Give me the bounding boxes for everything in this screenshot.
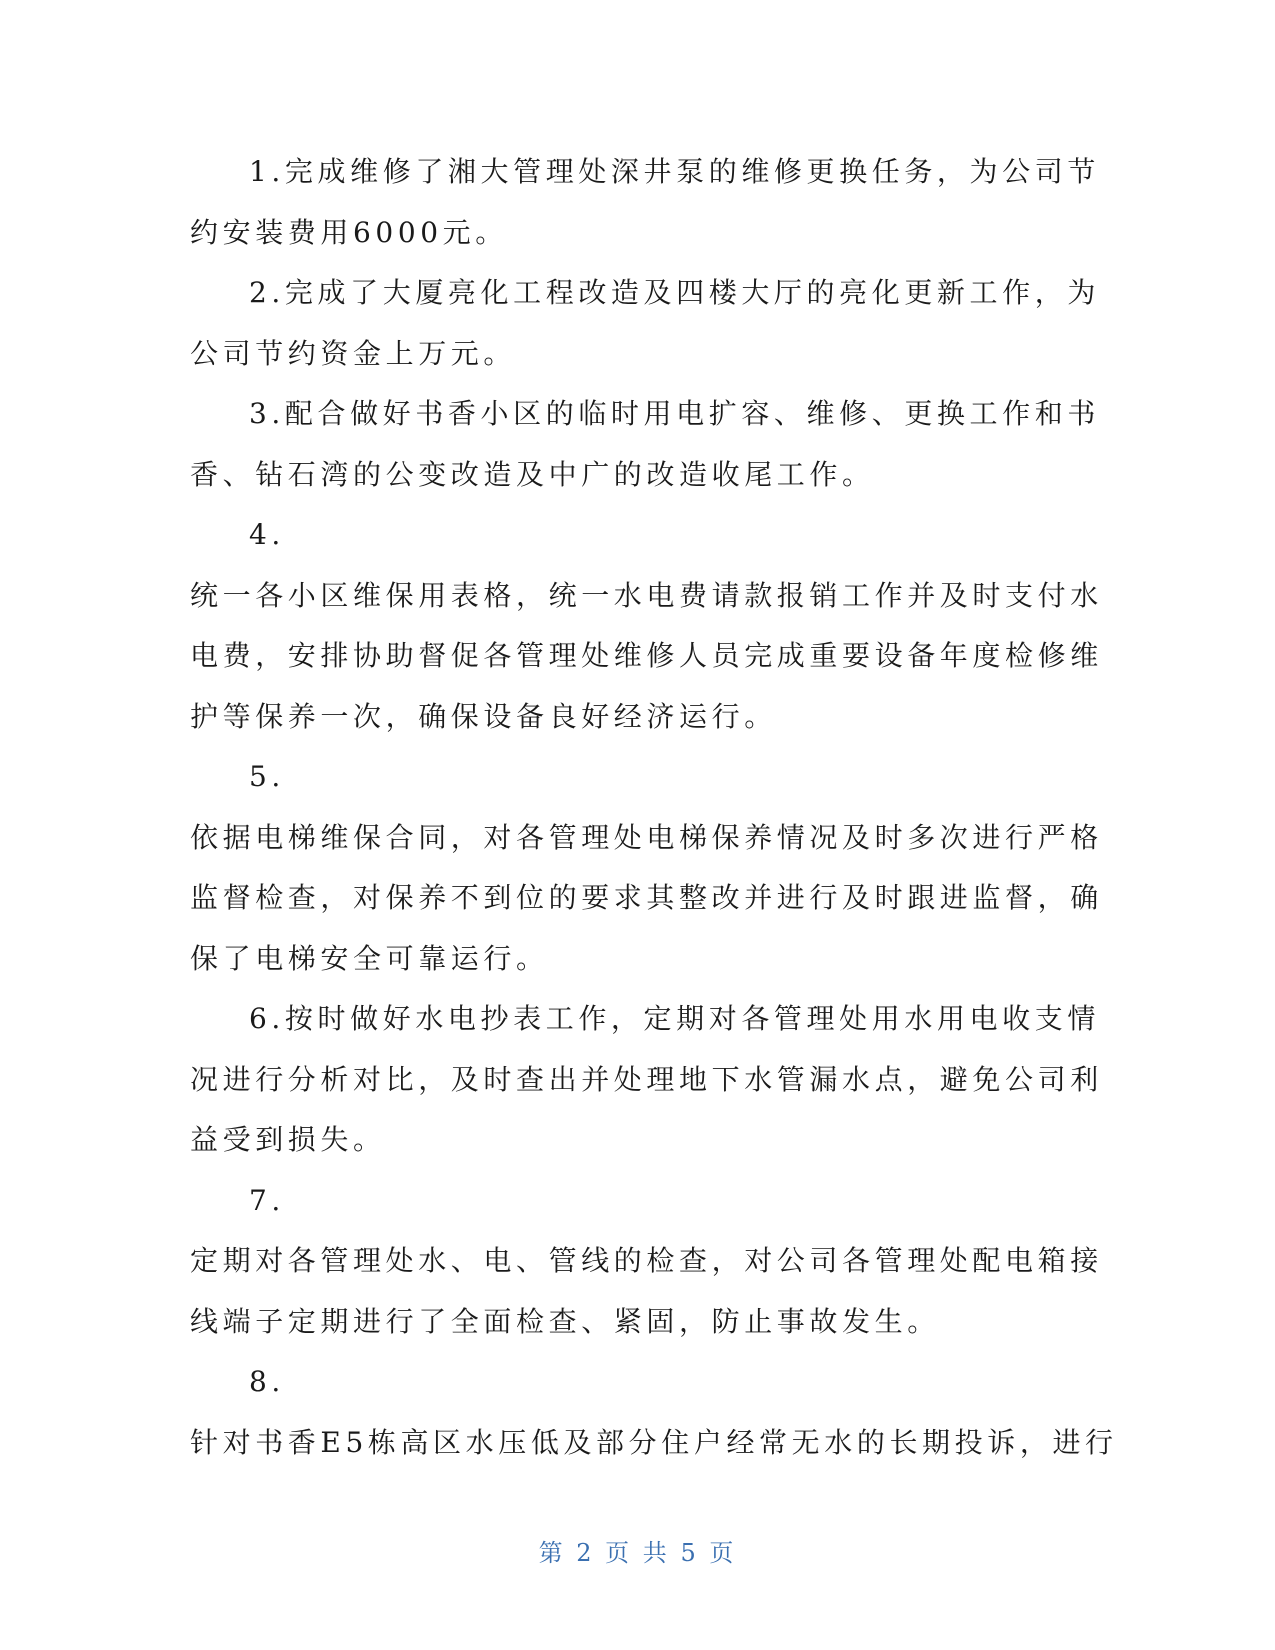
text-line: 香、钻石湾的公变改造及中广的改造收尾工作。: [190, 457, 875, 491]
paragraph-2: [190, 263, 1100, 384]
text-line: 护等保养一次，确保设备良好经济运行。: [190, 699, 777, 733]
text-line: 监督检查，对保养不到位的要求其整改并进行及时跟进监督，确: [190, 881, 1103, 914]
text-line: 1.完成维修了湘大管理处深井泵的维修更换任务，为公司节: [249, 155, 1100, 188]
text-line: 况进行分析对比，及时查出并处理地下水管漏水点，避免公司利: [190, 1062, 1103, 1096]
list-number: 4.: [249, 518, 285, 551]
paragraph-3: [190, 384, 1100, 505]
paragraph-6: [190, 989, 1103, 1171]
text-line: 电费，安排协助督促各管理处维修人员完成重要设备年度检修维: [190, 639, 1103, 672]
paragraph-4: [190, 505, 1103, 747]
list-number: 7.: [249, 1183, 285, 1217]
text-line: 公司节约资金上万元。: [190, 336, 517, 370]
page-number-footer: 第 2 页 共 5 页: [538, 1539, 737, 1567]
document-body: [190, 142, 1118, 1473]
text-line: 约安装费用6000元。: [190, 215, 508, 249]
paragraph-1: [190, 142, 1100, 263]
text-line: 6.按时做好水电抄表工作，定期对各管理处用水用电收支情: [249, 1002, 1100, 1035]
list-number: 8.: [249, 1365, 285, 1398]
text-line: 保了电梯安全可靠运行。: [190, 941, 549, 975]
text-line: 依据电梯维保合同，对各管理处电梯保养情况及时多次进行严格: [190, 820, 1103, 854]
text-line: 3.配合做好书香小区的临时用电扩容、维修、更换工作和书: [249, 397, 1100, 430]
text-line: 定期对各管理处水、电、管线的检查，对公司各管理处配电箱接: [190, 1244, 1103, 1277]
text-line: 统一各小区维保用表格，统一水电费请款报销工作并及时支付水: [190, 578, 1103, 612]
paragraph-7: [190, 1171, 1103, 1353]
text-line: 针对书香E5栋高区水压低及部分住户经常无水的长期投诉，进行: [190, 1425, 1118, 1459]
list-number: 5.: [249, 760, 285, 793]
text-line: 益受到损失。: [190, 1123, 386, 1156]
paragraph-8: [190, 1352, 1118, 1473]
text-line: 线端子定期进行了全面检查、紧固，防止事故发生。: [190, 1304, 940, 1338]
text-line: 2.完成了大厦亮化工程改造及四楼大厅的亮化更新工作，为: [249, 276, 1100, 309]
paragraph-5: [190, 747, 1103, 989]
